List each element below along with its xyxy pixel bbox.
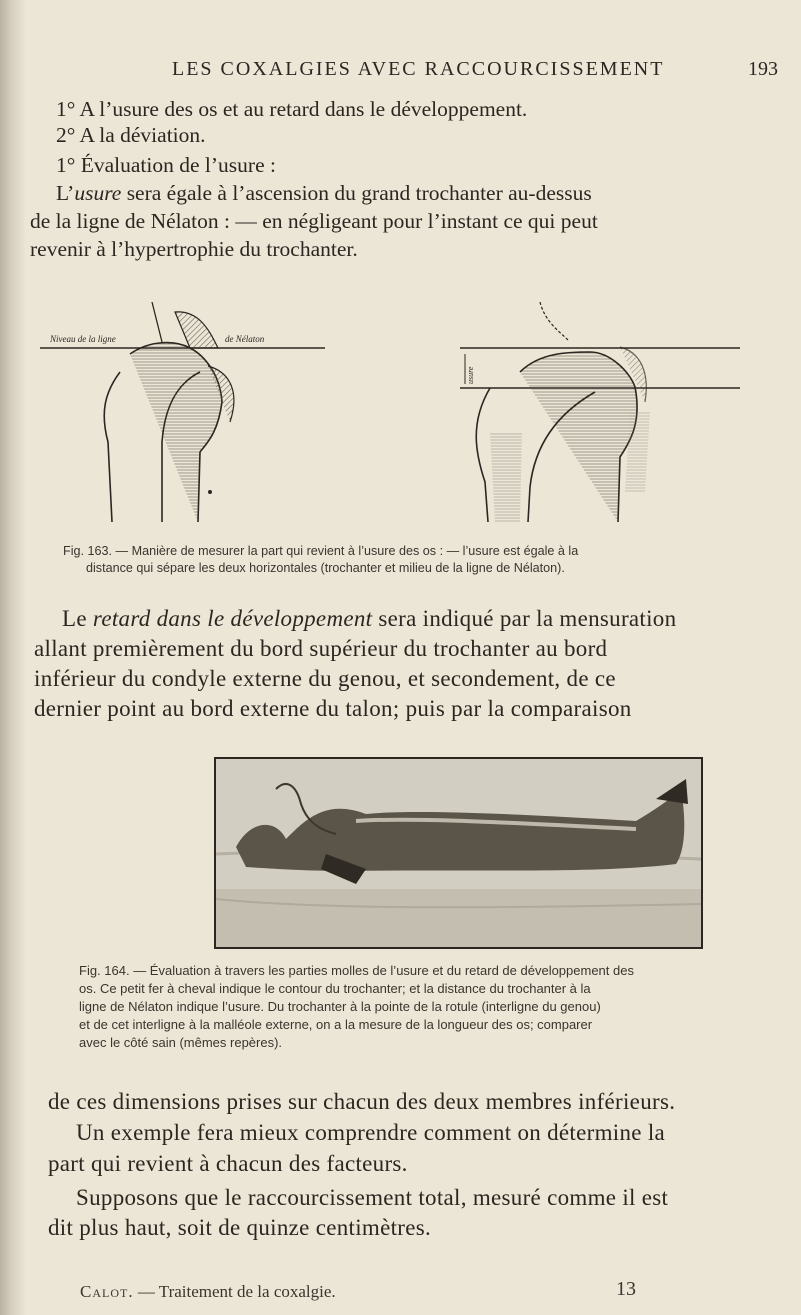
- paragraph-line: L’usure sera égale à l’ascension du grand trochanter au-dessus: [56, 181, 592, 205]
- page-number: 193: [748, 58, 778, 80]
- paragraph-line: Le retard dans le développement sera indiqué par la mensuration: [62, 606, 677, 631]
- footer-author: Calot.: [80, 1282, 134, 1301]
- book-spine-shadow: [0, 0, 26, 1315]
- hip-diagram: [50, 292, 740, 532]
- svg-text:usure: usure: [466, 366, 475, 384]
- paragraph-line: inférieur du condyle externe du genou, et secondement, de ce: [34, 666, 616, 691]
- right-hip-diagram: [460, 302, 740, 522]
- svg-text:de Nélaton: de Nélaton: [225, 334, 265, 344]
- footer-title: — Traitement de la coxalgie.: [133, 1282, 336, 1301]
- paragraph-line: dit plus haut, soit de quinze centimètres.: [48, 1215, 432, 1240]
- figure-164-photograph: [214, 757, 703, 949]
- paragraph-line: allant premièrement du bord supérieur du trochanter au bord: [34, 636, 608, 661]
- paragraph-line: dernier point au bord externe du talon; puis par la comparaison: [34, 696, 632, 721]
- patient-silhouette: [216, 759, 701, 947]
- emphasis-term: usure: [74, 181, 122, 205]
- svg-text:Niveau de la ligne: Niveau de la ligne: [50, 334, 116, 344]
- list-item-2: 2° A la déviation.: [56, 123, 206, 147]
- section-heading: 1° Évaluation de l’usure :: [56, 153, 276, 177]
- paragraph-line: revenir à l’hypertrophie du trochanter.: [30, 237, 358, 261]
- emphasis-term: retard dans le développement: [92, 606, 373, 631]
- running-title: LES COXALGIES AVEC RACCOURCISSEMENT: [172, 58, 665, 80]
- running-header: [0, 58, 801, 84]
- paragraph-line: Un exemple fera mieux comprendre comment on détermine la: [76, 1120, 666, 1145]
- paragraph-line: de ces dimensions prises sur chacun des deux membres inférieurs.: [48, 1089, 676, 1114]
- page-footer: [80, 1282, 336, 1302]
- list-item-1: 1° A l’usure des os et au retard dans le développement.: [56, 97, 528, 121]
- left-hip-diagram: [40, 302, 325, 522]
- figure-163-caption: Fig. 163. — Manière de mesurer la part qui revient à l’usure des os : — l’usure est égale à la: [63, 544, 579, 558]
- paragraph-line: de la ligne de Nélaton : — en négligeant pour l’instant ce qui peut: [30, 209, 598, 233]
- sheet-number: 13: [616, 1278, 636, 1300]
- paragraph-line: Supposons que le raccourcissement total, mesuré comme il est: [76, 1185, 669, 1210]
- paragraph-line: part qui revient à chacun des facteurs.: [48, 1151, 408, 1176]
- figure-163: [50, 292, 740, 532]
- figure-163-caption: distance qui sépare les deux horizontales (trochanter et milieu de la ligne de Nélaton).: [86, 561, 565, 575]
